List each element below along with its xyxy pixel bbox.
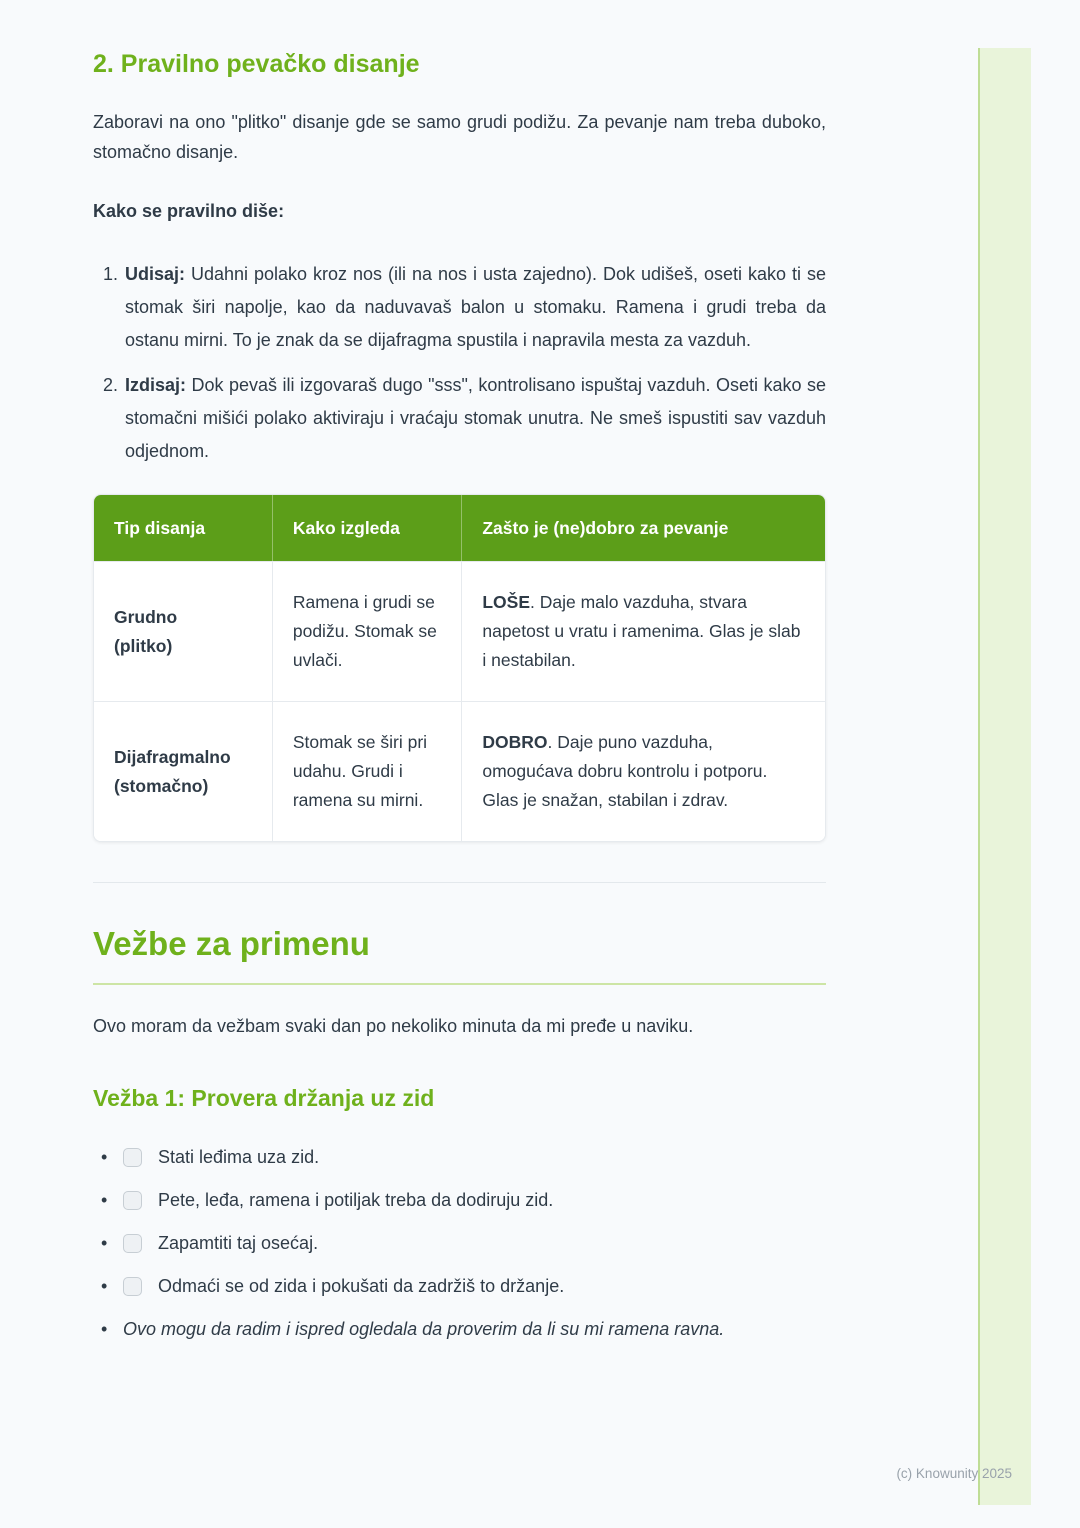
- section-heading-breathing: 2. Pravilno pevačko disanje: [93, 50, 420, 78]
- bullet-dot: •: [101, 1276, 108, 1297]
- cell-type-diaphragm: [94, 701, 272, 841]
- how-to-breathe-title: Kako se pravilno diše:: [93, 200, 285, 221]
- checklist-note-label: Ovo mogu da radim i ispred ogledala da proverim da li su mi ramena ravna.: [123, 1319, 725, 1340]
- bullet-dot: •: [101, 1190, 108, 1211]
- table-header-type: Tip disanja: [94, 495, 272, 562]
- exercise1-checklist: [93, 1142, 826, 1344]
- checklist-item-label: Odmaći se od zida i pokušati da zadržiš to držanje.: [158, 1276, 565, 1297]
- section-divider: [93, 882, 826, 883]
- verdict-label: LOŠE: [482, 592, 531, 613]
- cell-verdict-diaphragm: [461, 701, 825, 841]
- checklist-item: [93, 1142, 826, 1172]
- type-line1: Dijafragmalno: [114, 746, 231, 767]
- bullet-dot: •: [101, 1147, 108, 1168]
- checkbox[interactable]: [123, 1234, 142, 1253]
- type-line2: (stomačno): [114, 775, 209, 796]
- checkbox[interactable]: [123, 1148, 142, 1167]
- table-row-chest: [94, 561, 825, 701]
- verdict-text: . Daje malo vazduha, stvara napetost u vratu i ramenima. Glas je slab i nestabilan.: [482, 592, 801, 671]
- checklist-item-label: Stati leđima uza zid.: [158, 1147, 320, 1168]
- checklist-note: [93, 1314, 826, 1344]
- step-number: 2.: [103, 374, 119, 395]
- step-number: 1.: [103, 263, 119, 284]
- step-body: Dok pevaš ili izgovaraš dugo "sss", kontrolisano ispuštaj vazduh. Oseti kako se stomačni mišići polako aktiviraju i vraćaju stomak unutra. Ne smeš ispustiti sav vazduh odjednom.: [125, 374, 826, 461]
- cell-type-chest: [94, 561, 272, 701]
- checkbox[interactable]: [123, 1191, 142, 1210]
- checklist-item: [93, 1271, 826, 1301]
- cell-looks-diaphragm: Stomak se širi pri udahu. Grudi i ramena su mirni.: [272, 701, 462, 841]
- checklist-item-label: Zapamtiti taj osećaj.: [158, 1233, 319, 1254]
- exercises-intro-paragraph: Ovo moram da vežbam svaki dan po nekoliko minuta da mi pređe u naviku.: [93, 1016, 694, 1037]
- table-row-diaphragm: [94, 701, 825, 841]
- cell-verdict-chest: [461, 561, 825, 701]
- copyright-notice: (c) Knowunity 2025: [896, 1466, 1012, 1481]
- exercise1-heading: Vežba 1: Provera držanja uz zid: [93, 1085, 435, 1112]
- breathing-intro-paragraph: Zaboravi na ono "plitko" disanje gde se samo grudi podižu. Za pevanje nam treba duboko, stomačno disanje.: [93, 111, 826, 162]
- checklist-item: [93, 1185, 826, 1215]
- step-item-inhale: [93, 258, 826, 357]
- document-content: [93, 48, 826, 1357]
- table-header-row: [94, 495, 825, 562]
- breathing-types-table: [93, 494, 826, 843]
- checklist-item: [93, 1228, 826, 1258]
- cell-looks-chest: Ramena i grudi se podižu. Stomak se uvlači.: [272, 561, 462, 701]
- step-label: Izdisaj:: [125, 374, 187, 395]
- verdict-text: . Daje puno vazduha, omogućava dobru kontrolu i potporu. Glas je snažan, stabilan i zdrav.: [482, 732, 768, 811]
- step-body: Udahni polako kroz nos (ili na nos i usta zajedno). Dok udišeš, oseti kako ti se stomak širi napolje, kao da naduvavaš balon u stomaku. Ramena i grudi treba da ostanu mirni. To je znak da se dijafragma spustila i napravila mesta za vazduh.: [125, 263, 826, 350]
- verdict-label: DOBRO: [482, 732, 548, 753]
- bullet-dot: •: [101, 1233, 108, 1254]
- breathing-steps-list: [93, 258, 826, 468]
- step-item-exhale: [93, 369, 826, 468]
- bullet-dot: •: [101, 1319, 108, 1340]
- checklist-item-label: Pete, leđa, ramena i potiljak treba da dodiruju zid.: [158, 1190, 554, 1211]
- type-line2: (plitko): [114, 635, 173, 656]
- table-header-verdict: Zašto je (ne)dobro za pevanje: [461, 495, 825, 562]
- type-line1: Grudno: [114, 606, 178, 627]
- step-text: [125, 369, 826, 468]
- section-heading-exercises: Vežbe za primenu: [93, 925, 826, 985]
- step-label: Udisaj:: [125, 263, 186, 284]
- checkbox[interactable]: [123, 1277, 142, 1296]
- table-header-looks: Kako izgleda: [272, 495, 462, 562]
- page-edge-accent: [978, 48, 1031, 1505]
- step-text: [125, 258, 826, 357]
